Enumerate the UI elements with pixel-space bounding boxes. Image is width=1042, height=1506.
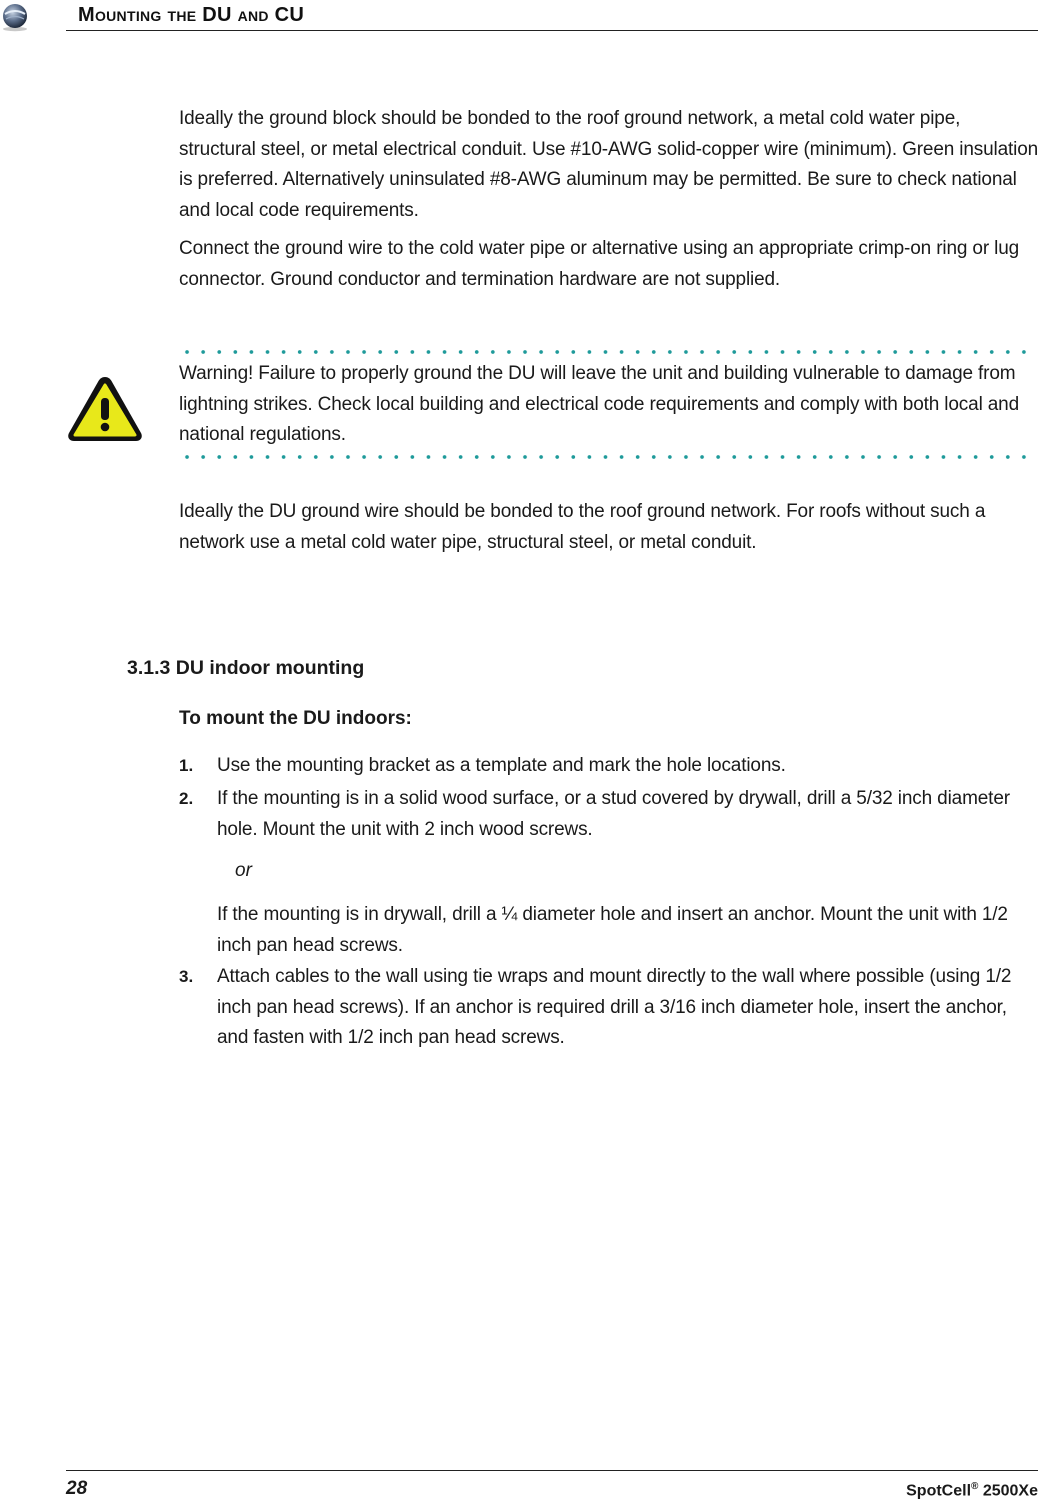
or-separator: or xyxy=(235,860,252,881)
header-divider xyxy=(66,30,1038,31)
paragraph-du-ground-wire: Ideally the DU ground wire should be bonded to the roof ground network. For roofs without such a network use a metal cold water pipe, structural steel, or metal conduit. xyxy=(179,501,986,553)
product-model: 2500Xe xyxy=(978,1482,1038,1500)
step-text: If the mounting is in a solid wood surface, or a stud covered by drywall, drill a 5/32 inch diameter hole. Mount the unit with 2 inch wood screws. xyxy=(217,788,1010,840)
step-alternative-text: If the mounting is in drywall, drill a ¼ diameter hole and insert an anchor. Mount the unit with 1/2 inch pan head screws. xyxy=(217,904,1008,956)
footer-divider xyxy=(66,1470,1038,1471)
procedure-heading: To mount the DU indoors: xyxy=(179,708,412,729)
paragraph-ground-block: Ideally the ground block should be bonded to the roof ground network, a metal cold water pipe, structural steel, or metal electrical conduit. Use #10-AWG solid-copper wire (minimum). Green insulation is preferred. Alternatively uninsulated #8-AWG aluminum may be permitted. Be sure to check national and local code requirements. xyxy=(179,108,1039,221)
globe-logo-icon xyxy=(0,2,30,32)
step-number: 3. xyxy=(179,967,194,986)
warning-top-divider xyxy=(179,350,1034,354)
warning-text: Warning! Failure to properly ground the DU will leave the unit and building vulnerable to damage from lightning strikes. Check local building and electrical code requirements and comply with both local and national regulations. xyxy=(179,363,1020,445)
product-name: SpotCell xyxy=(906,1482,972,1500)
warning-triangle-icon xyxy=(66,374,144,444)
page-header-title: Mounting the DU and CU xyxy=(78,4,305,26)
footer-product-name xyxy=(906,1481,1038,1500)
step-text: Attach cables to the wall using tie wraps and mount directly to the wall where possible (using 1/2 inch pan head screws). If an anchor is required drill a 3/16 inch diameter hole, insert the anchor, and fasten with 1/2 inch pan head screws. xyxy=(217,966,1012,1048)
warning-bottom-divider xyxy=(179,455,1034,459)
step-number: 1. xyxy=(179,756,194,775)
page-number: 28 xyxy=(66,1478,88,1499)
registered-mark: ® xyxy=(971,1481,979,1492)
paragraph-connect-ground-wire: Connect the ground wire to the cold water pipe or alternative using an appropriate crimp-on ring or lug connector. Ground conductor and termination hardware are not supplied. xyxy=(179,238,1020,290)
section-heading: 3.1.3 DU indoor mounting xyxy=(127,657,365,679)
step-number: 2. xyxy=(179,789,194,808)
step-text: Use the mounting bracket as a template and mark the hole locations. xyxy=(217,755,786,776)
